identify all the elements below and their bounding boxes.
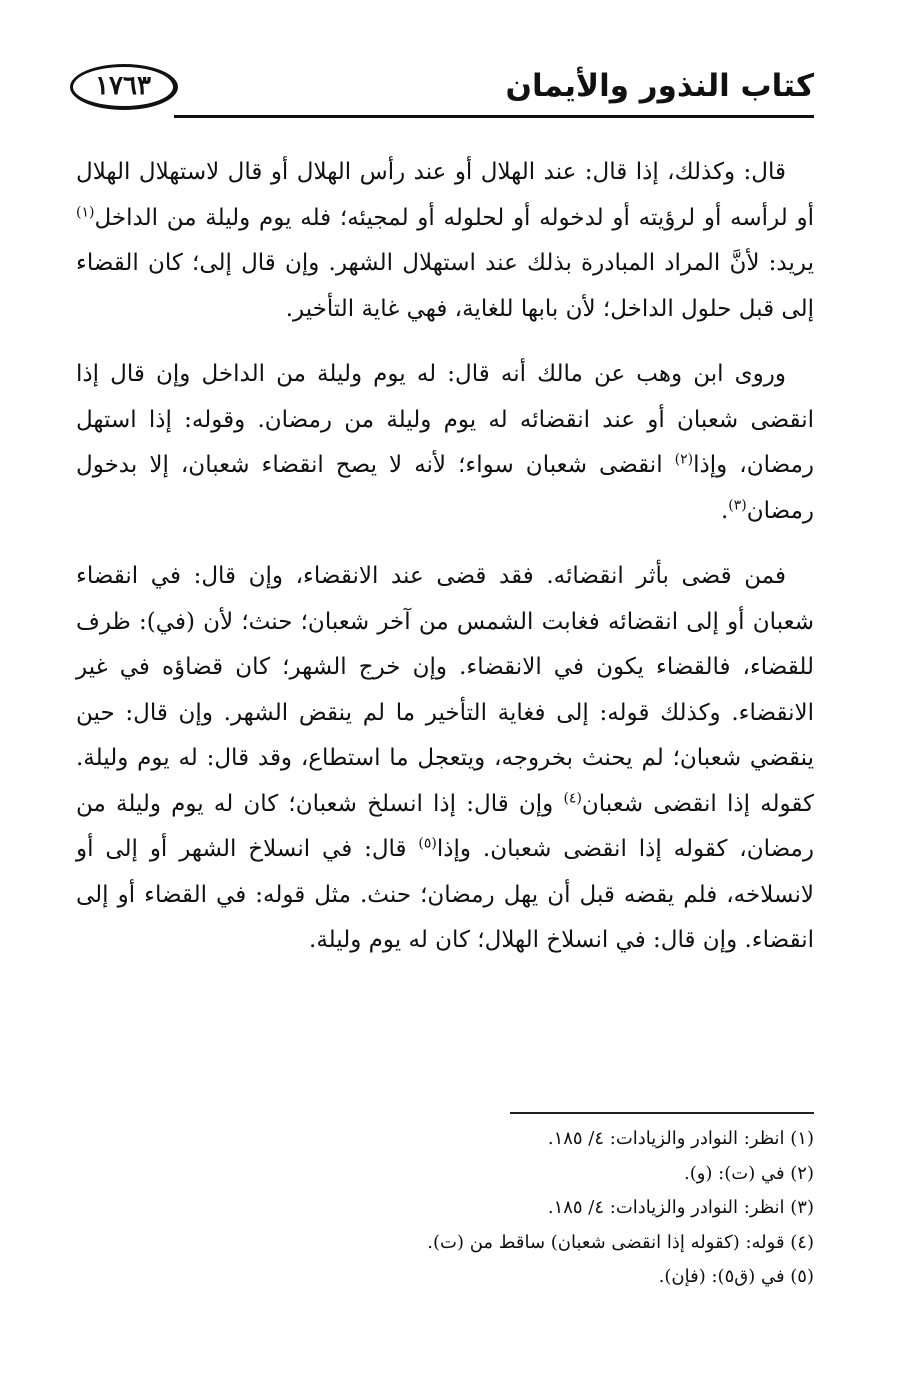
paragraph-text: . [720, 497, 729, 524]
footnote-marker: (٥) [418, 835, 437, 852]
paragraph-text: وإن قال: إذا انسلخ شعبان؛ كان له يوم وليلة من رمضان، كقوله إذا انقضى شعبان. وإذا [76, 790, 814, 862]
paragraph-text: وروى ابن وهب عن مالك أنه قال: له يوم وليلة من الداخل وإن قال إذا انقضى شعبان أو عند انقضائه له يوم وليلة من رمضان. وقوله: إذا استهل رمضان، وإذا [76, 361, 814, 478]
paragraph-2 [76, 352, 814, 534]
footnote-marker: (٤) [563, 789, 582, 806]
paragraph-1 [76, 150, 814, 332]
paragraph-text: يريد: لأنَّ المراد المبادرة بذلك عند استهلال الشهر. وإن قال إلى؛ كان القضاء إلى قبل حلول الداخل؛ لأن بابها للغاية، فهي غاية التأخير. [76, 250, 814, 322]
page-number: ١٧٦٣ [95, 71, 151, 101]
footnote-3: (٣) انظر: النوادر والزيادات: ٤/ ١٨٥. [547, 1197, 814, 1218]
footnote-marker: (١) [76, 203, 95, 220]
book-title: كتاب النذور والأيمان [505, 68, 814, 104]
header-rule [174, 115, 814, 118]
paragraph-text: قال: وكذلك، إذا قال: عند الهلال أو عند رأس الهلال أو قال لاستهلال الهلال أو لرأسه أو لرؤيته أو لدخوله أو لحلوله أو لمجيئه؛ فله يوم وليلة من الداخل [76, 159, 814, 231]
paragraph-3 [76, 554, 814, 964]
footnote-4: (٤) قوله: (كقوله إذا انقضى شعبان) ساقط من (ت). [427, 1231, 814, 1253]
paragraph-text: انقضى شعبان سواء؛ لأنه لا يصح انقضاء شعبان، إلا بدخول رمضان [76, 452, 814, 524]
footnotes [76, 1122, 814, 1295]
paragraph-text: قال: في انسلاخ الشهر أو إلى أو لانسلاخه، فلم يقضه قبل أن يهل رمضان؛ حنث. مثل قوله: في القضاء أو إلى انقضاء. وإن قال: في انسلاخ الهلال؛ كان له يوم وليلة. [76, 836, 814, 953]
paragraph-text: فمن قضى بأثر انقضائه. فقد قضى عند الانقضاء، وإن قال: في انقضاء شعبان أو إلى انقضائه فغابت الشمس من آخر شعبان؛ حنث؛ لأن (في): ظرف للقضاء، فالقضاء يكون في الانقضاء. وإن خرج الشهر؛ كان قضاؤه في غير الانقضاء. وكذلك قوله: إلى فغاية التأخير ما لم ينقض الشهر. وإن قال: حين ينقضي شعبان؛ لم يحنث بخروجه، ويتعجل ما استطاع، وقد قال: له يوم وليلة. كقوله إذا انقضى شعبان [76, 563, 815, 817]
footnote-separator [510, 1112, 814, 1114]
footnote-1: (١) انظر: النوادر والزيادات: ٤/ ١٨٥. [547, 1128, 814, 1149]
page-header [70, 60, 814, 118]
footnote-5: (٥) في (ق٥): (فإن). [658, 1266, 814, 1287]
footnote-marker: (٣) [728, 496, 747, 513]
main-text [76, 150, 814, 984]
footnote-2: (٢) في (ت): (و). [683, 1162, 814, 1184]
footnote-marker: (٢) [674, 451, 694, 468]
